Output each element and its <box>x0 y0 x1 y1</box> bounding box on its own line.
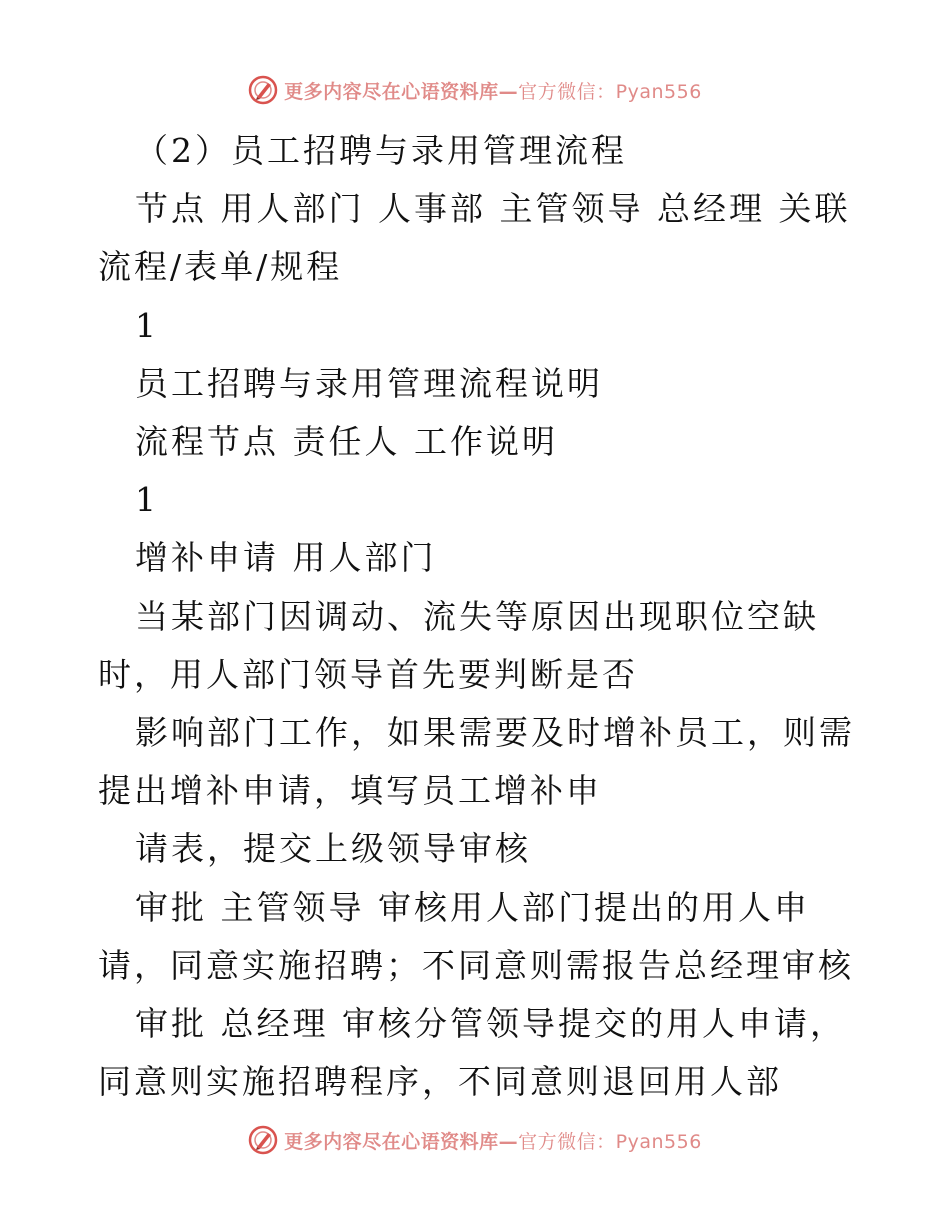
document-body <box>98 122 858 1111</box>
watermark-banner-top <box>0 70 950 110</box>
step-title-supplement-request: 增补申请 用人部门 <box>135 538 437 578</box>
table-header-nodes: 节点 用人部门 人事部 主管领导 总经理 关联流程/表单/规程 <box>98 189 851 287</box>
pen-logo-icon <box>248 75 278 105</box>
paragraph-approval-manager: 审批 主管领导 审核用人部门提出的用人申请，同意实施招聘；不同意则需报告总经理审核 <box>98 887 854 985</box>
watermark-wechat: 官方微信：Pyan556 <box>518 1130 702 1153</box>
watermark-wechat: 官方微信：Pyan556 <box>518 80 702 103</box>
paragraph-vacancy: 当某部门因调动、流失等原因出现职位空缺时，用人部门领导首先要判断是否 <box>98 596 819 694</box>
pen-logo-icon <box>248 1125 278 1155</box>
watermark-main: 更多内容尽在心语资料库— <box>284 1130 519 1153</box>
paragraph-submit: 请表，提交上级领导审核 <box>135 829 531 869</box>
step-number: 1 <box>135 480 159 520</box>
watermark-banner-bottom <box>0 1120 950 1160</box>
paragraph-impact: 影响部门工作，如果需要及时增补员工，则需提出增补申请，填写员工增补申 <box>98 713 855 811</box>
section-title-process-description: 员工招聘与录用管理流程说明 <box>135 363 603 403</box>
table-header-description: 流程节点 责任人 工作说明 <box>135 422 558 462</box>
heading-recruitment-process: （2）员工招聘与录用管理流程 <box>135 131 627 170</box>
watermark-text <box>284 77 702 104</box>
watermark-text <box>284 1127 702 1154</box>
paragraph-approval-gm: 审批 总经理 审核分管领导提交的用人申请，同意则实施招聘程序，不同意则退回用人部 <box>98 1004 846 1102</box>
watermark-main: 更多内容尽在心语资料库— <box>284 80 519 103</box>
page-number: 1 <box>135 305 159 345</box>
